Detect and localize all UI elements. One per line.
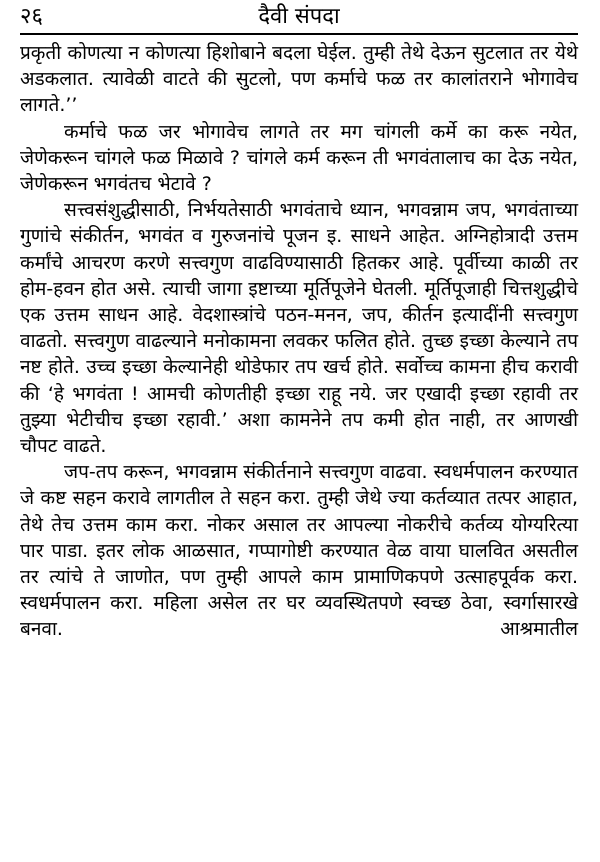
- page-header: [20, 2, 578, 32]
- paragraph: सत्त्वसंशुद्धीसाठी, निर्भयतेसाठी भगवंताचे ध्यान, भगवन्नाम जप, भगवंताच्या गुणांचे संकीर्तन, भगवंत व गुरुजनांचे पूजन इ. साधने आहेत. अग्निहोत्रादी उत्तम कर्मांचे आचरण करणे सत्त्वगुण वाढविण्यासाठी हितकर आहे. पूर्वीच्या काळी तर होम-हवन होत असे. त्याची जागा इष्टाच्या मूर्तिपूजेने घेतली. मूर्तिपूजाही चित्तशुद्धीचे एक उत्तम साधन आहे. वेदशास्त्रांचे पठन-मनन, जप, कीर्तन इत्यादींनी सत्त्वगुण वाढतो. सत्त्वगुण वाढल्याने मनोकामना लवकर फलित होते. तुच्छ इच्छा केल्याने तप नष्ट होते. उच्च इच्छा केल्यानेही थोडेफार तप खर्च होते. सर्वोच्च कामना हीच करावी की ‘हे भगवंता ! आमची कोणतीही इच्छा राहू नये. जर एखादी इच्छा रहावी तर तुझ्या भेटीचीच इच्छा रहावी.’ अशा कामनेने तप कमी होत नाही, तर आणखी चौपट वाढते.: [20, 199, 578, 458]
- paragraph: जप-तप करून, भगवन्नाम संकीर्तनाने सत्त्वगुण वाढवा. स्वधर्मपालन करण्यात जे कष्ट सहन करावे लागतील ते सहन करा. तुम्ही जेथे ज्या कर्तव्यात तत्पर आहात, तेथे तेच उत्तम काम करा. नोकर असाल तर आपल्या नोकरीचे कर्तव्य योग्यरित्या पार पाडा. इतर लोक आळसात, गप्पागोष्टी करण्यात वेळ वाया घालवित असतील तर त्यांचे ते जाणोत, पण तुम्ही आपले काम प्रामाणिकपणे उत्साहपूर्वक करा. स्वधर्मपालन करा. महिला असेल तर घर व्यवस्थितपणे स्वच्छ ठेवा, स्वर्गासारखे बनवा. आश्रमातील: [20, 461, 578, 641]
- body-text: [20, 40, 578, 643]
- paragraph: कर्माचे फळ जर भोगावेच लागते तर मग चांगली कर्मे का करू नयेत, जेणेकरून चांगले फळ मिळावे ? चांगले कर्म करून ती भगवंतालाच का देऊ नयेत, जेणेकरून भगवंतच भेटावे ?: [20, 120, 578, 196]
- paragraph: प्रकृती कोणत्या न कोणत्या हिशोबाने बदला घेईल. तुम्ही तेथे देऊन सुटलात तर येथे अडकलात. त्यावेळी वाटते की सुटलो, पण कर्माचे फळ तर कालांतराने भोगावेच लागते.’’: [20, 42, 578, 117]
- page-number: २६: [20, 4, 43, 29]
- running-title: दैवी संपदा: [258, 4, 340, 29]
- header-divider: [20, 33, 578, 35]
